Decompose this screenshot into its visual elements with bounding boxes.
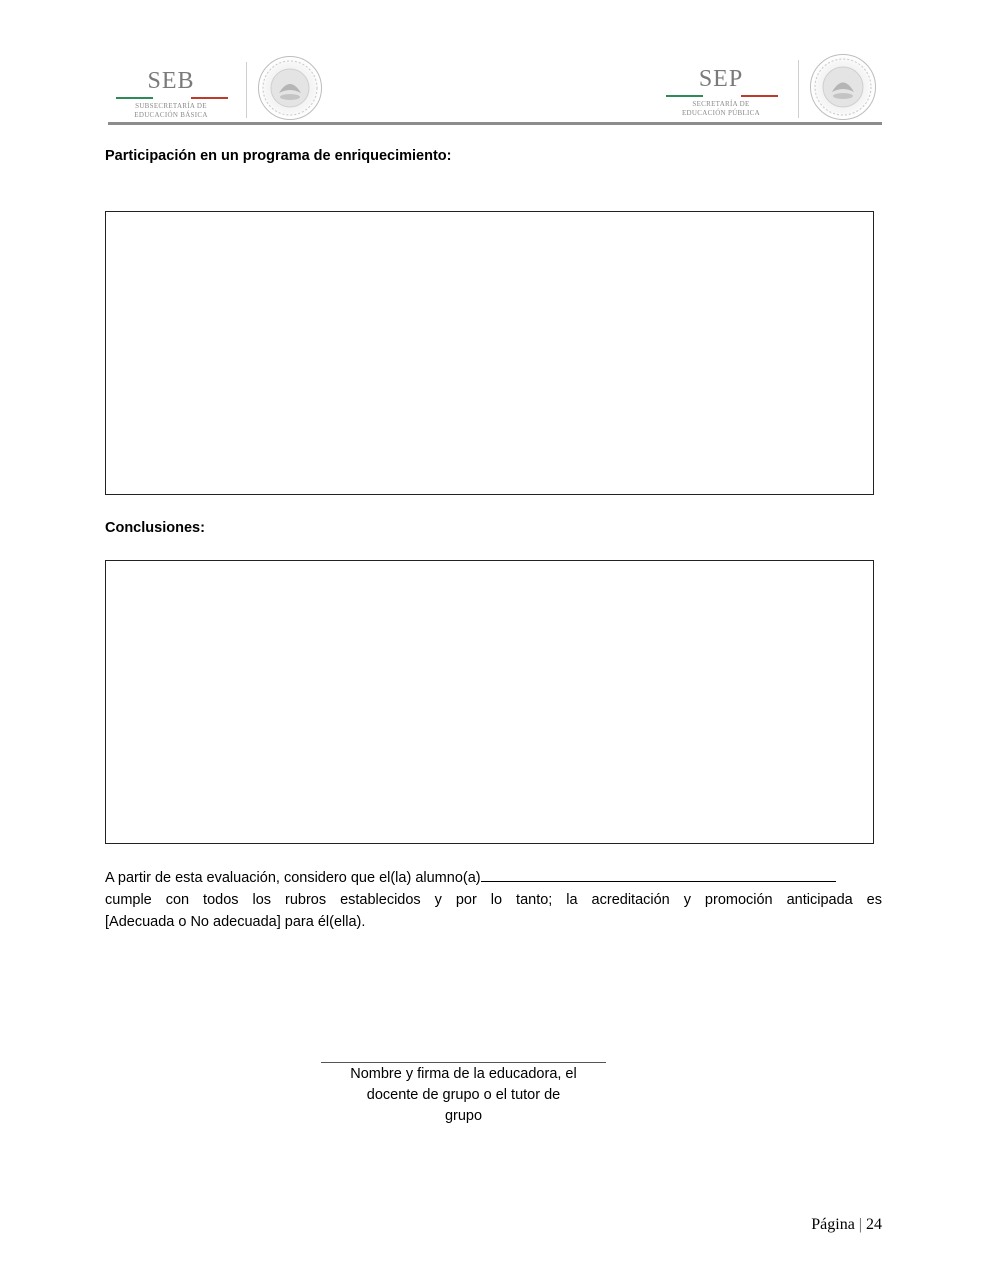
conclusions-textbox[interactable] xyxy=(105,560,874,844)
signature-line xyxy=(321,1062,606,1063)
seb-subtitle: SUBSECRETARÍA DE EDUCACIÓN BÁSICA xyxy=(134,102,208,119)
evaluation-statement xyxy=(105,867,882,933)
header-rule xyxy=(108,122,882,125)
page-separator: | xyxy=(858,1216,862,1233)
seal-icon xyxy=(258,56,322,120)
statement-line-1: A partir de esta evaluación, considero que el(la) alumno(a) xyxy=(105,867,882,889)
seal-icon xyxy=(810,54,876,120)
sep-acronym: SEP xyxy=(698,66,744,92)
page-number-value: 24 xyxy=(866,1216,882,1233)
page-label: Página xyxy=(811,1216,855,1233)
seb-logo xyxy=(112,66,230,120)
enrichment-heading: Participación en un programa de enriquecimiento: xyxy=(105,148,452,164)
seb-separator xyxy=(246,62,247,118)
signature-caption: Nombre y firma de la educadora, el docente de grupo o el tutor de grupo xyxy=(350,1066,577,1124)
sep-tricolor-bar xyxy=(666,95,778,97)
statement-line-3: [Adecuada o No adecuada] para él(ella). xyxy=(105,914,366,930)
enrichment-textbox[interactable] xyxy=(105,211,874,495)
sep-subtitle: SECRETARÍA DE EDUCACIÓN PÚBLICA xyxy=(681,100,761,117)
student-name-blank[interactable] xyxy=(481,867,836,882)
seb-acronym: SEB xyxy=(147,68,195,94)
sep-separator xyxy=(798,60,799,118)
statement-line-2: cumple con todos los rubros establecidos y por lo tanto; la acreditación y promoción anticipada es xyxy=(105,892,882,908)
page-number xyxy=(811,1216,882,1234)
sep-logo xyxy=(662,66,780,120)
eagle-icon xyxy=(811,55,875,119)
eagle-icon xyxy=(259,57,321,119)
seb-tricolor-bar xyxy=(116,97,228,99)
conclusions-heading: Conclusiones: xyxy=(105,520,205,536)
